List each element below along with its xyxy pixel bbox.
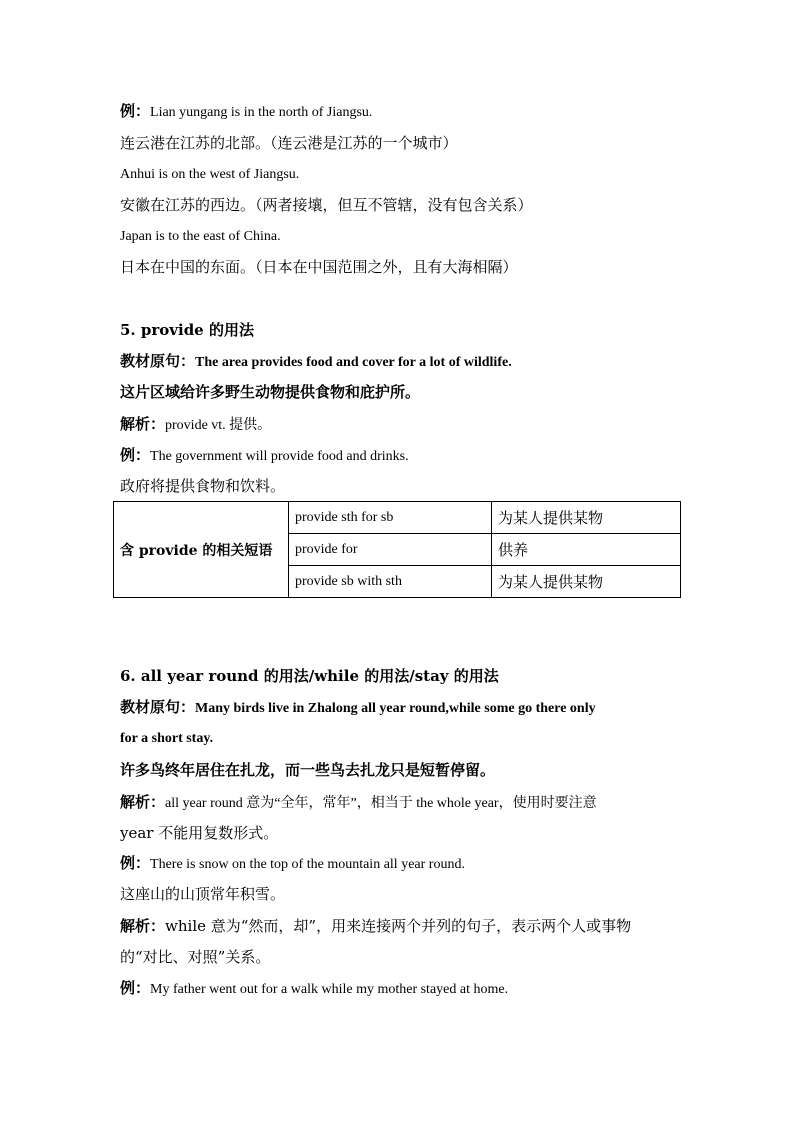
- analysis-text: all year round 意为“全年，常年”，相当于 the whole year，使用时要注意: [165, 796, 597, 811]
- original-sentence-line: [120, 698, 596, 719]
- analysis-text: year 不能用复数形式。: [120, 824, 279, 842]
- section-title: 6. all year round 的用法/while 的用法/stay 的用法: [120, 667, 499, 685]
- original-sentence-english: Many birds live in Zhalong all year round,while some go there only: [195, 701, 596, 716]
- original-sentence-label: 教材原句：: [120, 700, 196, 716]
- example-line: [120, 854, 465, 875]
- analysis-label: 解析：: [120, 917, 166, 935]
- table-header-cell: 含 provide 的相关短语: [114, 502, 289, 598]
- example-english: My father went out for a walk while my mother stayed at home.: [150, 982, 509, 997]
- original-sentence-english: The area provides food and cover for a lot of wildlife.: [195, 355, 512, 370]
- example-chinese: 日本在中国的东面。（日本在中国范围之外，且有大海相隔）: [120, 258, 518, 276]
- original-sentence-label: 教材原句：: [120, 354, 196, 370]
- analysis-line: [120, 916, 631, 936]
- example-english: The government will provide food and drinks.: [150, 449, 409, 464]
- example-english: There is snow on the top of the mountain all year round.: [150, 857, 465, 872]
- example-line: [120, 446, 409, 467]
- meaning-cell: 供养: [492, 534, 681, 566]
- example-chinese: 政府将提供食物和饮料。: [120, 477, 286, 495]
- example-label: 例：: [120, 104, 151, 120]
- example-english: Japan is to the east of China.: [120, 229, 281, 244]
- example-chinese: 这座山的山顶常年积雪。: [120, 885, 286, 903]
- original-sentence-chinese: 这片区域给许多野生动物提供食物和庇护所。: [120, 383, 421, 401]
- example-label: 例：: [120, 856, 151, 872]
- phrase-cell: provide for: [289, 534, 492, 566]
- meaning-cell: 为某人提供某物: [492, 566, 681, 598]
- example-english: Lian yungang is in the north of Jiangsu.: [150, 105, 373, 120]
- original-sentence-chinese: 许多鸟终年居住在扎龙，而一些鸟去扎龙只是短暂停留。: [120, 761, 496, 779]
- meaning-cell: 为某人提供某物: [492, 502, 681, 534]
- example-chinese: 连云港在江苏的北部。（连云港是江苏的一个城市）: [120, 134, 458, 152]
- analysis-text: 的“对比、对照”关系。: [120, 948, 271, 966]
- example-line: [120, 979, 508, 1000]
- section-title: 5. provide 的用法: [120, 321, 254, 339]
- analysis-line: [120, 414, 271, 436]
- phrase-table: [113, 501, 681, 598]
- analysis-label: 解析：: [120, 793, 166, 811]
- original-sentence-line: [120, 352, 512, 373]
- original-sentence-english: for a short stay.: [120, 731, 214, 746]
- analysis-text: while 意为“然而，却”，用来连接两个并列的句子，表示两个人或事物: [165, 917, 632, 935]
- example-label: 例：: [120, 981, 151, 997]
- analysis-text: provide vt. 提供。: [165, 418, 272, 433]
- example-line: [120, 102, 372, 123]
- analysis-line: [120, 792, 597, 814]
- phrase-cell: provide sth for sb: [289, 502, 492, 534]
- analysis-label: 解析：: [120, 415, 166, 433]
- table-row: [114, 502, 681, 534]
- example-label: 例：: [120, 448, 151, 464]
- example-chinese: 安徽在江苏的西边。（两者接壤，但互不管辖，没有包含关系）: [120, 196, 533, 214]
- example-english: Anhui is on the west of Jiangsu.: [120, 167, 300, 182]
- phrase-cell: provide sb with sth: [289, 566, 492, 598]
